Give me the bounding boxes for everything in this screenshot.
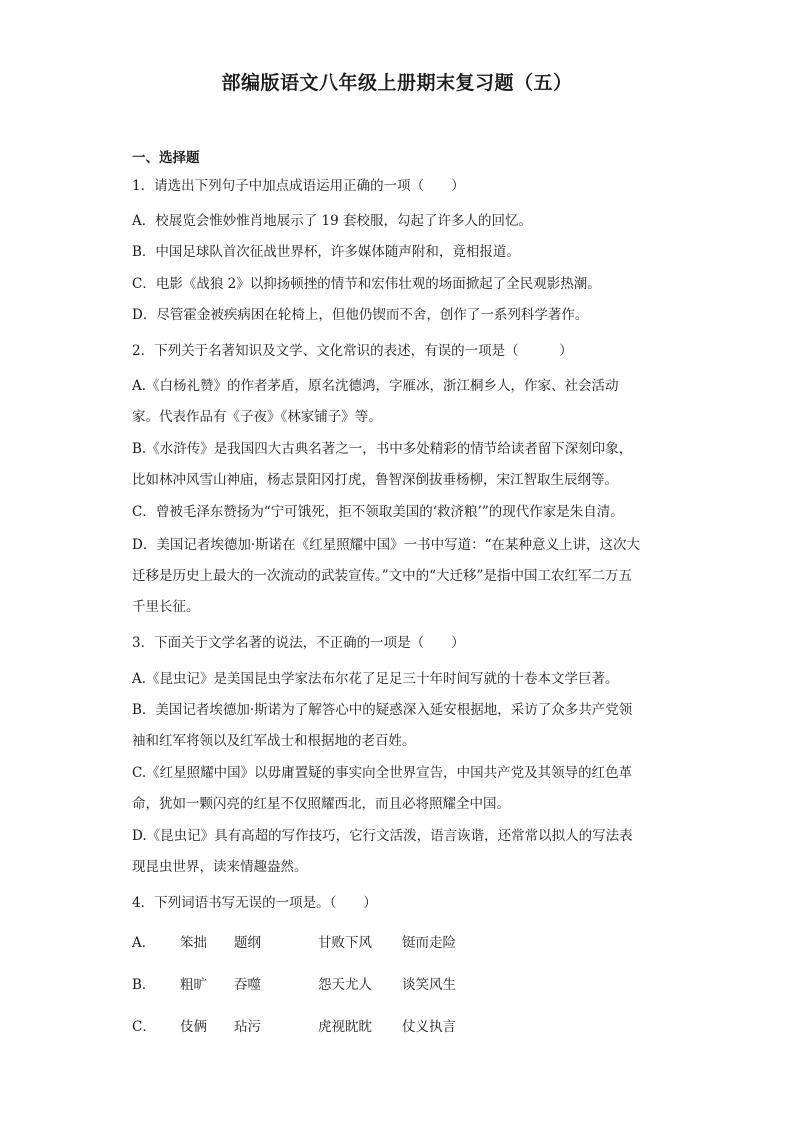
text-line: 命，犹如一颗闪亮的红星不仅照耀西北，而且必将照耀全中国。 bbox=[132, 796, 510, 812]
text-line: 家。代表作品有《子夜》《林家铺子》等。 bbox=[132, 409, 382, 425]
q4-option-b bbox=[132, 976, 456, 994]
text-line: D．尽管霍金被疾病困在轮椅上，但他仍锲而不舍，创作了一系列科学著作。 bbox=[132, 307, 589, 323]
option-label: B． bbox=[132, 977, 156, 993]
option-word: 谈笑风生 bbox=[402, 977, 456, 993]
text-line: 1．请选出下列句子中加点成语运用正确的一项（ ） bbox=[132, 178, 465, 194]
option-word: 铤而走险 bbox=[402, 935, 456, 951]
text-line: 现昆虫世界，读来情趣盎然。 bbox=[132, 859, 308, 875]
option-word: 玷污 bbox=[234, 1019, 261, 1035]
text-line: A.《白杨礼赞》的作者茅盾，原名沈德鸿，字雁冰，浙江桐乡人，作家、社会活动 bbox=[132, 378, 619, 394]
q4-option-a bbox=[132, 934, 456, 952]
text-line: 3．下面关于文学名著的说法，不正确的一项是（ ） bbox=[132, 635, 465, 651]
option-word: 虎视眈眈 bbox=[318, 1019, 372, 1035]
option-word: 怨天尤人 bbox=[318, 977, 372, 993]
text-line: D.《昆虫记》具有高超的写作技巧，它行文活泼，语言诙谐，还常常以拟人的写法表 bbox=[132, 828, 633, 844]
text-line: C．电影《战狼 2》以抑扬顿挫的情节和宏伟壮观的场面掀起了全民观影热潮。 bbox=[132, 276, 601, 292]
section-heading: 一、选择题 bbox=[132, 150, 200, 166]
q4-option-c bbox=[132, 1018, 456, 1036]
option-word: 粗旷 bbox=[180, 977, 207, 993]
page-title: 部编版语文八年级上册期末复习题（五） bbox=[221, 72, 573, 94]
option-word: 伎俩 bbox=[180, 1019, 207, 1035]
text-line: 比如林冲风雪山神庙，杨志景阳冈打虎，鲁智深倒拔垂杨柳，宋江智取生辰纲等。 bbox=[132, 472, 618, 488]
text-line: B.《水浒传》是我国四大古典名著之一，书中多处精彩的情节给读者留下深刻印象， bbox=[132, 441, 633, 457]
text-line: A．校展览会惟妙惟肖地展示了 19 套校服，勾起了许多人的回忆。 bbox=[132, 213, 533, 229]
text-line: C．曾被毛泽东赞扬为“宁可饿死，拒不领取美国的‘救济粮’”的现代作家是朱自清。 bbox=[132, 504, 624, 520]
text-line: B．美国记者埃德加·斯诺为了解答心中的疑惑深入延安根据地，采访了众多共产党领 bbox=[132, 702, 633, 718]
text-line: 4．下列词语书写无误的一项是。（ ） bbox=[132, 895, 377, 911]
text-line: 千里长征。 bbox=[132, 599, 200, 615]
option-word: 题纲 bbox=[234, 935, 261, 951]
option-label: C． bbox=[132, 1019, 156, 1035]
option-word: 吞噬 bbox=[234, 977, 261, 993]
option-word: 甘败下风 bbox=[318, 935, 372, 951]
text-line: B．中国足球队首次征战世界杯，许多媒体随声附和，竟相报道。 bbox=[132, 244, 520, 260]
option-label: A． bbox=[132, 935, 156, 951]
option-word: 笨拙 bbox=[180, 935, 207, 951]
text-line: D．美国记者埃德加·斯诺在《红星照耀中国》一书中写道：“在某种意义上讲，这次大 bbox=[132, 537, 641, 553]
text-line: 袖和红军将领以及红军战士和根据地的老百姓。 bbox=[132, 733, 416, 749]
text-line: 2．下列关于名著知识及文学、文化常识的表述，有误的一项是（ ） bbox=[132, 343, 573, 359]
text-line: C.《红星照耀中国》以毋庸置疑的事实向全世界宣告，中国共产党及其领导的红色革 bbox=[132, 765, 633, 781]
text-line: 迁移是历史上最大的一次流动的武装宣传。”文中的“大迁移”是指中国工农红军二万五 bbox=[132, 568, 632, 584]
text-line: A.《昆虫记》是美国昆虫学家法布尔花了足足三十年时间写就的十卷本文学巨著。 bbox=[132, 671, 619, 687]
option-word: 仗义执言 bbox=[402, 1019, 456, 1035]
